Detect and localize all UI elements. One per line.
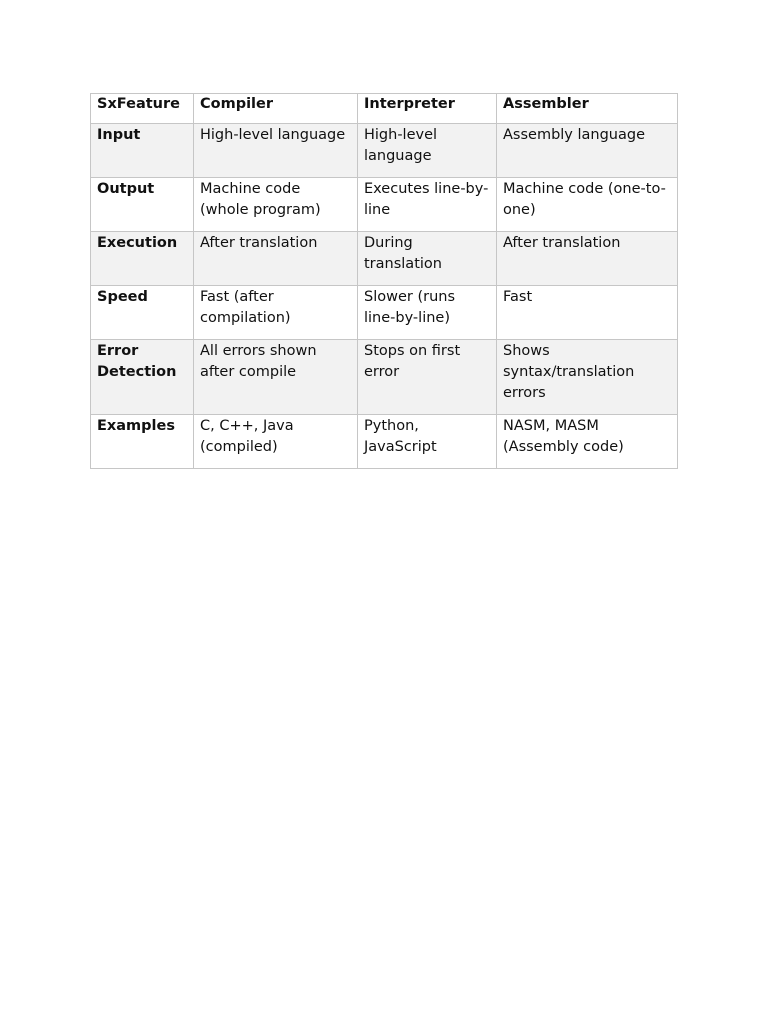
table-cell: Machine code (one-to-one) [497, 178, 678, 232]
table-cell: Executes line-by-line [358, 178, 497, 232]
table-row-examples [91, 415, 678, 469]
table-cell: Fast [497, 286, 678, 340]
table-cell: NASM, MASM (Assembly code) [497, 415, 678, 469]
table-header-row [91, 94, 678, 124]
table-cell: During translation [358, 232, 497, 286]
row-label: Error Detection [91, 340, 194, 415]
row-label: Execution [91, 232, 194, 286]
comparison-table [90, 93, 678, 469]
table-row-error-detection [91, 340, 678, 415]
table-row-speed [91, 286, 678, 340]
table-cell: After translation [194, 232, 358, 286]
table-cell: Assembly language [497, 124, 678, 178]
table-cell: High-level language [194, 124, 358, 178]
row-label: Output [91, 178, 194, 232]
table-cell: Python, JavaScript [358, 415, 497, 469]
table-row-input [91, 124, 678, 178]
table-cell: C, C++, Java (compiled) [194, 415, 358, 469]
table-cell: Fast (after compilation) [194, 286, 358, 340]
table-row-execution [91, 232, 678, 286]
table-cell: After translation [497, 232, 678, 286]
header-cell-compiler: Compiler [194, 94, 358, 124]
table-cell: Slower (runs line-by-line) [358, 286, 497, 340]
table-cell: All errors shown after compile [194, 340, 358, 415]
table-cell: Machine code (whole program) [194, 178, 358, 232]
table-row-output [91, 178, 678, 232]
table-cell: Shows syntax/translation errors [497, 340, 678, 415]
row-label: Examples [91, 415, 194, 469]
table-cell: Stops on first error [358, 340, 497, 415]
header-cell-feature: SxFeature [91, 94, 194, 124]
table-cell: High-level language [358, 124, 497, 178]
row-label: Speed [91, 286, 194, 340]
header-cell-assembler: Assembler [497, 94, 678, 124]
row-label: Input [91, 124, 194, 178]
header-cell-interpreter: Interpreter [358, 94, 497, 124]
